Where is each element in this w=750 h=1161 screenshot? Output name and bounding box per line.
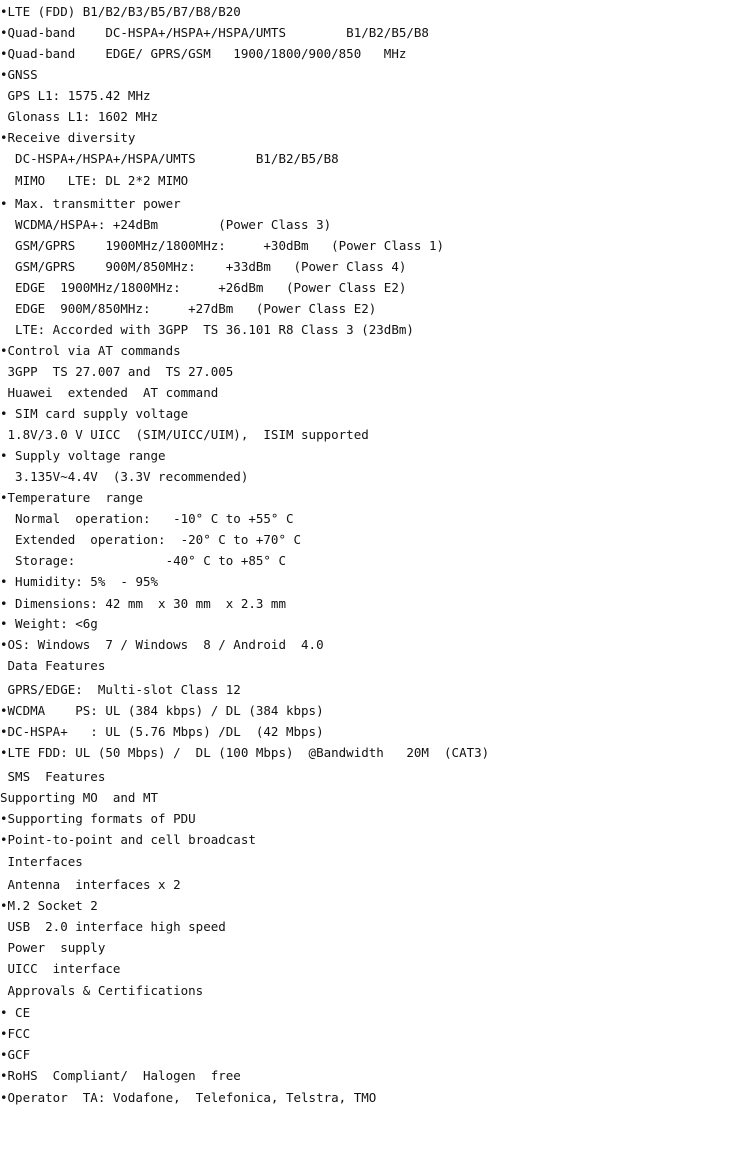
spec-line: SMS Features: [0, 769, 106, 784]
spec-line: • SIM card supply voltage: [0, 406, 189, 421]
spec-line: Huawei extended AT command: [0, 385, 219, 400]
spec-line: • Weight: <6g: [0, 616, 98, 631]
spec-line: •WCDMA PS: UL (384 kbps) / DL (384 kbps): [0, 703, 324, 718]
spec-line: Antenna interfaces x 2: [0, 877, 181, 892]
spec-line: DC-HSPA+/HSPA+/HSPA/UMTS B1/B2/B5/B8: [0, 151, 339, 166]
spec-line: MIMO LTE: DL 2*2 MIMO: [0, 173, 189, 188]
spec-line: USB 2.0 interface high speed: [0, 919, 226, 934]
spec-line: • Dimensions: 42 mm x 30 mm x 2.3 mm: [0, 596, 286, 611]
spec-line: GPS L1: 1575.42 MHz: [0, 88, 151, 103]
spec-line: EDGE 1900MHz/1800MHz: +26dBm (Power Class E2): [0, 280, 407, 295]
spec-line: •RoHS Compliant/ Halogen free: [0, 1068, 241, 1083]
spec-line: •GNSS: [0, 67, 38, 82]
spec-line: •LTE (FDD) B1/B2/B3/B5/B7/B8/B20: [0, 4, 241, 19]
spec-line: EDGE 900M/850MHz: +27dBm (Power Class E2): [0, 301, 377, 316]
spec-line: • Max. transmitter power: [0, 196, 181, 211]
spec-line: GSM/GPRS 1900MHz/1800MHz: +30dBm (Power Class 1): [0, 238, 445, 253]
spec-line: • Supply voltage range: [0, 448, 166, 463]
spec-line: GPRS/EDGE: Multi-slot Class 12: [0, 682, 241, 697]
spec-line: •Temperature range: [0, 490, 143, 505]
spec-line: •Supporting formats of PDU: [0, 811, 196, 826]
spec-line: •Operator TA: Vodafone, Telefonica, Telstra, TMO: [0, 1090, 377, 1105]
spec-line: •Point-to-point and cell broadcast: [0, 832, 256, 847]
spec-line: Normal operation: -10° C to +55° C: [0, 511, 294, 526]
spec-line: 1.8V/3.0 V UICC (SIM/UICC/UIM), ISIM supported: [0, 427, 369, 442]
spec-line: •DC-HSPA+ : UL (5.76 Mbps) /DL (42 Mbps): [0, 724, 324, 739]
spec-line: Interfaces: [0, 854, 83, 869]
spec-line: • CE: [0, 1005, 31, 1020]
spec-line: 3GPP TS 27.007 and TS 27.005: [0, 364, 234, 379]
spec-line: •Quad-band EDGE/ GPRS/GSM 1900/1800/900/850 MHz: [0, 46, 407, 61]
spec-line: GSM/GPRS 900M/850MHz: +33dBm (Power Class 4): [0, 259, 407, 274]
spec-line: Extended operation: -20° C to +70° C: [0, 532, 302, 547]
spec-line: •Receive diversity: [0, 130, 136, 145]
spec-line: •FCC: [0, 1026, 31, 1041]
spec-line: Glonass L1: 1602 MHz: [0, 109, 159, 124]
spec-line: UICC interface: [0, 961, 121, 976]
spec-line: WCDMA/HSPA+: +24dBm (Power Class 3): [0, 217, 332, 232]
spec-line: LTE: Accorded with 3GPP TS 36.101 R8 Class 3 (23dBm): [0, 322, 414, 337]
spec-line: Power supply: [0, 940, 106, 955]
spec-line: 3.135V~4.4V (3.3V recommended): [0, 469, 249, 484]
spec-line: Storage: -40° C to +85° C: [0, 553, 286, 568]
spec-line: •GCF: [0, 1047, 31, 1062]
spec-line: •LTE FDD: UL (50 Mbps) / DL (100 Mbps) @Bandwidth 20M (CAT3): [0, 745, 490, 760]
spec-line: •M.2 Socket 2: [0, 898, 98, 913]
spec-line: Data Features: [0, 658, 106, 673]
spec-line: •Control via AT commands: [0, 343, 181, 358]
spec-line: • Humidity: 5% - 95%: [0, 574, 159, 589]
spec-line: •OS: Windows 7 / Windows 8 / Android 4.0: [0, 637, 324, 652]
spec-line: •Quad-band DC-HSPA+/HSPA+/HSPA/UMTS B1/B2/B5/B8: [0, 25, 429, 40]
spec-line: Approvals & Certifications: [0, 983, 204, 998]
spec-line: Supporting MO and MT: [0, 790, 159, 805]
